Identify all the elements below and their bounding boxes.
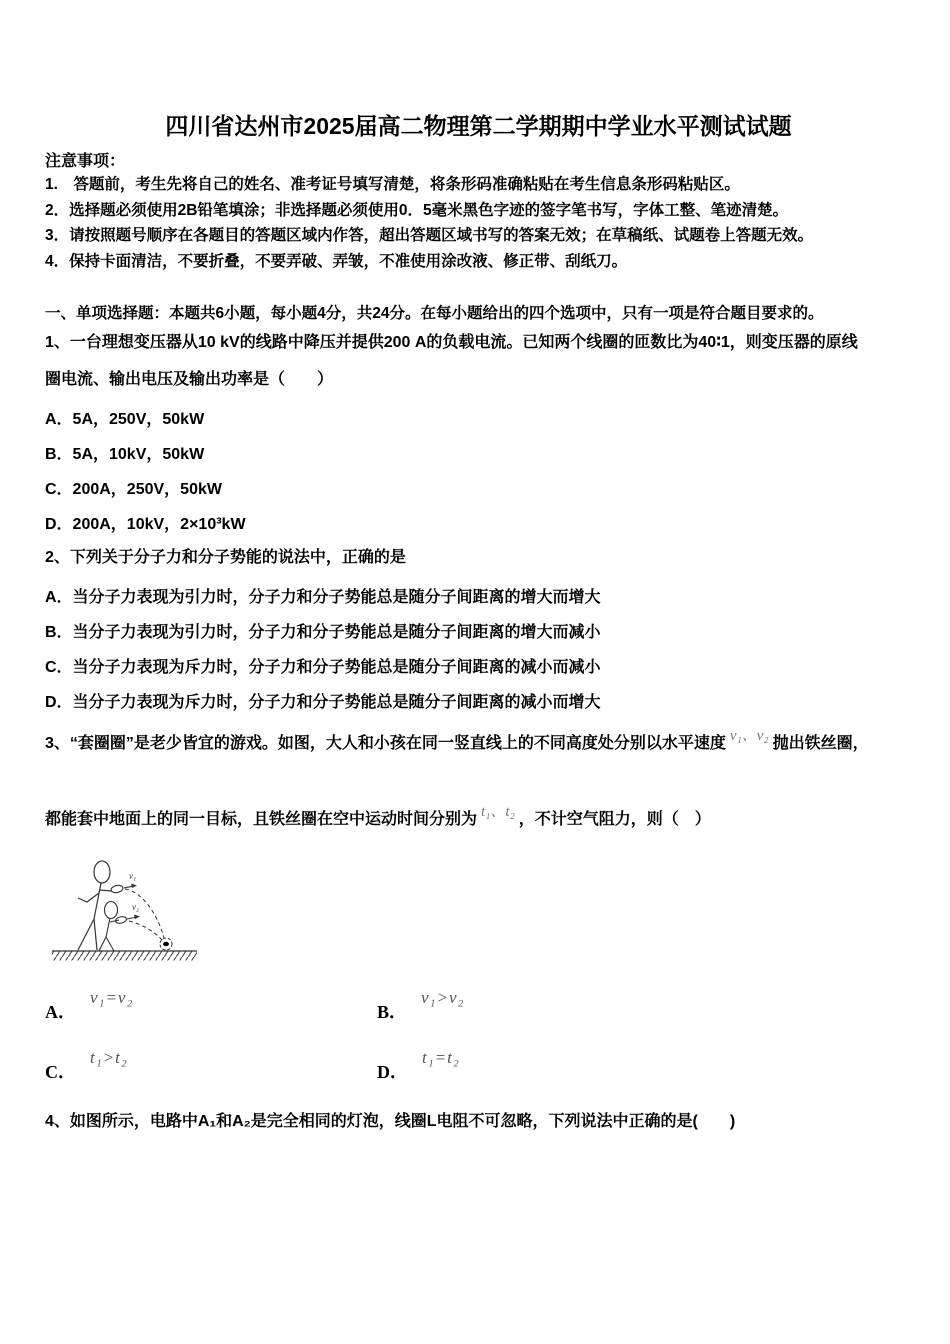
notice-heading: 注意事项：: [45, 153, 126, 170]
option-c: C．当分子力表现为斥力时，分子力和分子势能总是随分子间距离的减小而减小: [45, 659, 601, 676]
option-math: v₁=v₂: [90, 988, 134, 1007]
option-b: B．5A，10kV，50kW: [45, 446, 205, 463]
question-3: [45, 728, 912, 1086]
option-a: A．5A，250V，50kW: [45, 411, 205, 428]
option-letter: A．: [45, 1002, 76, 1022]
question-1-stem-line2: 圈电流、输出电压及输出功率是（ ）: [45, 371, 334, 388]
stem-text: ，不计空气阻力，则（ ）: [518, 811, 711, 828]
v2-arrow: [127, 915, 140, 920]
question-1: [45, 333, 912, 540]
notice-item: 2．选择题必须使用2B铅笔填涂；非选择题必须使用0．5毫米黑色字迹的签字笔书写，字体工整、笔迹清楚。: [45, 201, 789, 219]
target: [160, 938, 172, 950]
option-c: [45, 1048, 377, 1086]
notice-section: [45, 152, 912, 274]
trajectory-1: [125, 889, 164, 938]
question-1-options: [45, 400, 912, 540]
option-b: [377, 988, 912, 1026]
question-3-options: [45, 988, 912, 1086]
option-letter: C．: [45, 1062, 76, 1082]
option-a: A．当分子力表现为引力时，分子力和分子势能总是随分子间距离的增大而增大: [45, 589, 601, 606]
question-2-stem: 2、下列关于分子力和分子势能的说法中，正确的是: [45, 549, 406, 566]
section-one-header: 一、单项选择题：本题共6小题，每小题4分，共24分。在每小题给出的四个选项中，只有一项是符合题目要求的。: [45, 305, 824, 322]
question-2-options: [45, 578, 912, 718]
question-3-stem-line1: [45, 728, 912, 754]
option-math: v₁>v₂: [421, 988, 465, 1007]
notice-item: 3．请按照题号顺序在各题目的答题区域内作答，超出答题区域书写的答案无效；在草稿纸、试题卷上答题无效。: [45, 227, 814, 244]
page-title: 四川省达州市2025届高二物理第二学期期中学业水平测试试题: [165, 113, 792, 139]
time-variables: t₁、t₂: [481, 804, 515, 820]
option-math: t₁=t₂: [422, 1048, 460, 1067]
v1-label: v₁: [129, 871, 137, 881]
trajectory-2: [129, 921, 162, 940]
option-d: [377, 1048, 912, 1086]
option-d: D．200A，10kV，2×10³kW: [45, 516, 246, 533]
question-4-stem: 4、如图所示，电路中A₁和A₂是完全相同的灯泡，线圈L电阻不可忽略，下列说法中正确的是( ): [45, 1113, 736, 1130]
v1-arrow: [124, 884, 137, 889]
adult-figure: [78, 861, 112, 950]
velocity-variables: v₁、v₂: [729, 728, 769, 744]
option-b: B．当分子力表现为引力时，分子力和分子势能总是随分子间距离的增大而减小: [45, 624, 601, 641]
throwing-rings-figure: [50, 858, 200, 970]
v2-label: v₂: [132, 902, 140, 912]
option-letter: B．: [377, 1002, 408, 1022]
notice-item: 4．保持卡面清洁，不要折叠，不要弄破、弄皱，不准使用涂改液、修正带、刮纸刀。: [45, 252, 628, 270]
stem-text: 都能套中地面上的同一目标，且铁丝圈在空中运动时间分别为: [45, 811, 478, 828]
question-1-stem-line1: 1、一台理想变压器从10 kV的线路中降压并提供200 A的负载电流。已知两个线圈的匝数比为40∶1，则变压器的原线: [45, 334, 858, 351]
child-figure: [99, 902, 119, 952]
option-math: t₁>t₂: [90, 1048, 128, 1067]
ring-1: [110, 884, 123, 893]
option-d: D．当分子力表现为斥力时，分子力和分子势能总是随分子间距离的减小而增大: [45, 694, 601, 711]
question-4: [45, 1112, 912, 1132]
ground: [52, 951, 197, 961]
option-c: C．200A，250V，50kW: [45, 481, 222, 498]
option-letter: D．: [377, 1062, 408, 1082]
question-2: [45, 548, 912, 718]
notice-item: 1. 答题前，考生先将自己的姓名、准考证号填写清楚，将条形码准确粘贴在考生信息条形码粘贴区。: [45, 176, 740, 193]
stem-text: 3、“套圈圈”是老少皆宜的游戏。如图，大人和小孩在同一竖直线上的不同高度处分别以水平速度: [45, 735, 726, 752]
stem-text: 抛出铁丝圈，: [772, 735, 869, 752]
question-3-stem-line2: [45, 804, 912, 830]
option-a: [45, 988, 377, 1026]
